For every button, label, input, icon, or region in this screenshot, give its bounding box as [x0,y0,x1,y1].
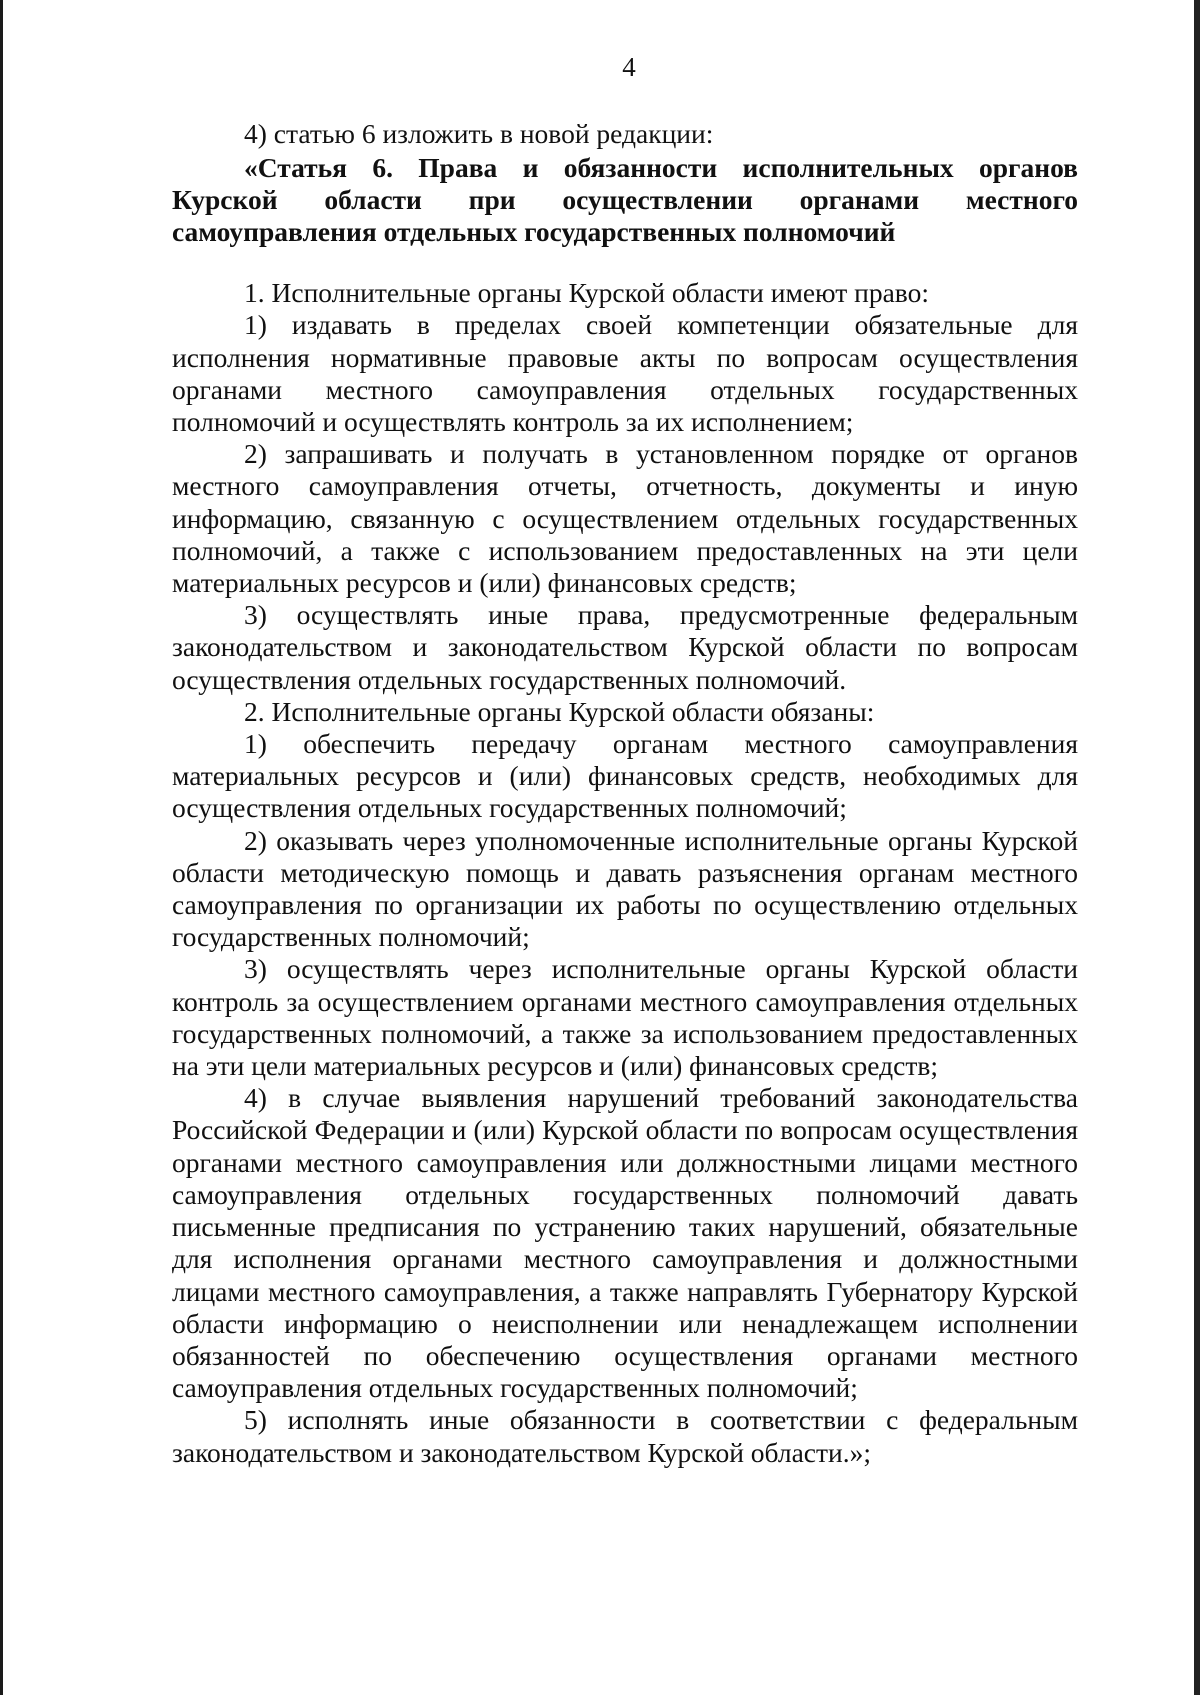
paragraph-2-item-4: 4) в случае выявления нарушений требований законодательства Российской Федерации и (или) Курской области по вопросам осуществления органами местного самоуправления или должностными лицами местного самоуправления отдельных государственных полномочий давать письменные предписания по устранению таких нарушений, обязательные для исполнения органами местного самоуправления и должностными лицами местного самоуправления, а также направлять Губернатору Курской области информацию о неисполнении или ненадлежащем исполнении обязанностей по обеспечению осуществления органами местного самоуправления отдельных государственных полномочий; [172,1082,1078,1404]
paragraph-2-item-3: 3) осуществлять через исполнительные органы Курской области контроль за осуществлением органами местного самоуправления отдельных государственных полномочий, а также за использованием предоставленных на эти цели материальных ресурсов и (или) финансовых средств; [172,953,1078,1082]
paragraph-1-item-1: 1) издавать в пределах своей компетенции обязательные для исполнения нормативные правовые акты по вопросам осуществления органами местного самоуправления отдельных государственных полномочий и осуществлять контроль за их исполнением; [172,309,1078,438]
page-number: 4 [622,52,636,82]
paragraph-1: 1. Исполнительные органы Курской области имеют право: [244,277,929,309]
spacer [172,248,1078,277]
paragraph-2-item-1: 1) обеспечить передачу органам местного самоуправления материальных ресурсов и (или) финансовых средств, необходимых для осуществления отдельных государственных полномочий; [172,728,1078,824]
paragraph-2-item-2: 2) оказывать через уполномоченные исполнительные органы Курской области методическую помощь и давать разъяснения органам местного самоуправления по организации их работы по осуществлению отдельных государственных полномочий; [172,824,1078,953]
paragraph-2: 2. Исполнительные органы Курской области обязаны: [244,695,875,727]
scan-edge-right [1194,0,1200,1695]
paragraph-2-item-5: 5) исполнять иные обязанности в соответствии с федеральным законодательством и законодательством Курской области.»; [172,1404,1078,1468]
article-heading: «Статья 6. Права и обязанности исполнительных органов Курской области при осуществлении органами местного самоуправления отдельных государственных полномочий [172,152,1078,248]
paragraph-1-item-2: 2) запрашивать и получать в установленном порядке от органов местного самоуправления отчеты, отчетность, документы и иную информацию, связанную с осуществлением отдельных государственных полномочий, а также с использованием предоставленных на эти цели материальных ресурсов и (или) финансовых средств; [172,438,1078,599]
document-body [172,118,1078,1469]
paragraph-1-item-3: 3) осуществлять иные права, предусмотренные федеральным законодательством и законодательством Курской области по вопросам осуществления отдельных государственных полномочий. [172,599,1078,695]
amendment-intro: 4) статью 6 изложить в новой редакции: [244,118,714,149]
scan-edge-left [0,0,3,1695]
